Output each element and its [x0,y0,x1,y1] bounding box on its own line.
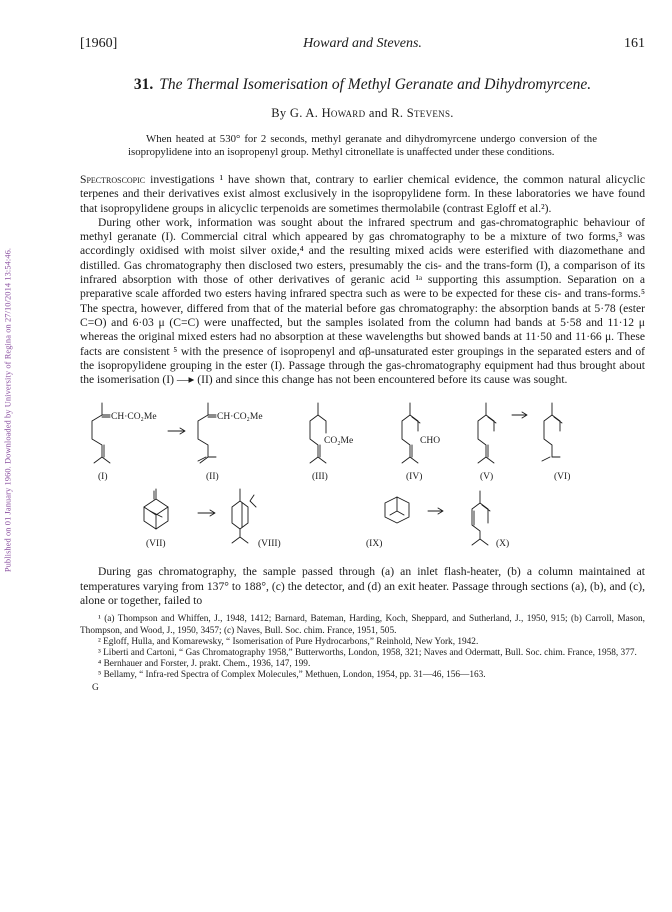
structure-VI [542,403,562,461]
label-IV: (IV) [406,472,423,483]
paragraph-3: During gas chromatography, the sample passed through (a) an inlet flash-heater, (b) a column maintained at temperatures varying from 137° to 188°, (c) the detector, and (d) an exit heater. Passage through sections (a), (b), and (c), alone or together, failed to [80,565,645,608]
footnote-5: ⁵ Bellamy, “ Infra-red Spectra of Complex Molecules,” Methuen, London, 1954, pp. 31—46, 156—163. [98,670,486,681]
structure-IX [385,497,409,523]
author2-initials: R. [391,106,404,120]
authors-and: and [368,106,388,120]
author-line [80,106,645,121]
label-III: (III) [312,472,328,483]
footnote-2: ² Egloff, Hulla, and Komarewsky, “ Isomerisation of Pure Hydrocarbons,” Reinhold, New York, 1942. [98,636,479,647]
structure-V [478,403,496,463]
running-header [80,36,645,56]
article-number: 31. [133,76,154,93]
article-title [80,76,645,94]
label-VII: (VII) [146,539,166,550]
paragraph-1-text: investigations ¹ have shown that, contrary to earlier chemical evidence, the common natural alicyclic terpenes and their derivatives exist almost exclusively in the isopropylidene form. In these laboratories we have found that isopropylidene groups in alicyclic terpenoids are sometimes thermolabile (contrast Egloff et al.²). [80,173,645,215]
structure-IV [402,403,420,463]
header-year: [1960] [80,36,118,51]
download-notice-text: Published on 01 January 1960. Downloaded by University of Regina on 27/10/2014 13:54:46. [3,247,13,573]
article-title-text: The Thermal Isomerisation of Methyl Geranate and Dihydromyrcene. [159,76,592,93]
structure-I [92,403,110,463]
header-running-title: Howard and Stevens. [303,36,422,51]
structure-scheme-drawing [80,393,645,555]
structure-VIII [232,489,256,543]
author1-initials: G. A. [289,106,319,120]
label-V: (V) [480,472,494,483]
structure-I-ester-group: CH·CO₂Me [111,412,157,423]
author2-surname: Stevens. [406,106,454,120]
abstract: When heated at 530° for 2 seconds, methyl geranate and dihydromyrcene undergo conversion of the isopropylidene into an isopropenyl group. Methyl citronellate is unaffected under these conditions. [128,133,597,158]
structure-scheme [80,393,645,555]
structure-II-ester-group: CH·CO₂Me [217,412,263,423]
label-IX: (IX) [366,539,383,550]
paragraph-2: During other work, information was sought about the infrared spectrum and gas-chromatographic behaviour of methyl geranate (I). Commercial citral which appeared by gas chromatography to be a mixture of two forms,³ was accordingly oxidised with moist silver oxide,⁴ and the resulting mixed acids were esterified with diazomethane and distilled. Gas chromatography then disclosed two esters, presumably the cis- and the trans-form (I), a comparison of its infrared absorption with those of other derivatives of geranic acid ¹ᵃ supporting this assumption. Separation on a preparative scale afforded two esters having infrared spectra such as were to be expected for these cis- and trans-forms.⁵ The spectra, however, differed from that of the material before gas chromatography: the absorption bands at 5·78 (ester C=O) and 6·03 μ (C=C) were unaffected, but the samples isolated from the column had bands at 5·58 and 11·12 μ whereas the original mixed esters had no absorption at these wavelengths but showed bands at 11·50 and 11·66 μ. These facts are consistent ⁵ with the presence of isopropenyl and αβ-unsaturated ester groupings in the separated esters and of the isopropylidene grouping in the ester (I). Passage through the gas-chromatography equipment had thus brought about the isomerisation (I) —▸ (II) and since this change has not been encountered before its cause was sought. [80,215,645,387]
journal-page [80,36,645,693]
footnotes [80,614,645,681]
label-II: (II) [206,472,219,483]
structure-II [198,403,216,463]
label-X: (X) [496,539,510,550]
authors-prefix: By [271,106,287,120]
author1-surname: Howard [321,106,366,120]
structure-VII [144,489,168,529]
download-notice-sidebar [2,150,14,670]
footnote-3: ³ Liberti and Cartoni, “ Gas Chromatography 1958,” Butterworths, London, 1958, 321; Naves and Odermatt, Bull. Soc. chim. France, 1958, 377. [98,647,637,658]
footnote-1: ¹ (a) Thompson and Whiffen, J., 1948, 1412; Barnard, Bateman, Harding, Koch, Sheppard, and Sutherland, J., 1950, 915; (b) Carroll, Mason, Thompson, and Wood, J., 1950, 3457; (c) Naves, Bull. Soc. chim. France, 1951, 505. [80,614,645,636]
structure-X [472,491,490,545]
structure-III-ester-group: CO₂Me [324,436,354,447]
paragraph-1-lead: Spectroscopic [80,173,146,186]
header-page-number: 161 [624,36,645,51]
structure-IV-aldehyde-group: CHO [420,436,441,447]
structure-III [310,403,326,463]
label-I: (I) [98,472,108,483]
signature-mark: G [92,682,99,693]
footnote-4: ⁴ Bernhauer and Forster, J. prakt. Chem., 1936, 147, 199. [98,659,311,670]
paragraph-1 [80,173,645,216]
label-VI: (VI) [554,472,571,483]
label-VIII: (VIII) [258,539,281,550]
